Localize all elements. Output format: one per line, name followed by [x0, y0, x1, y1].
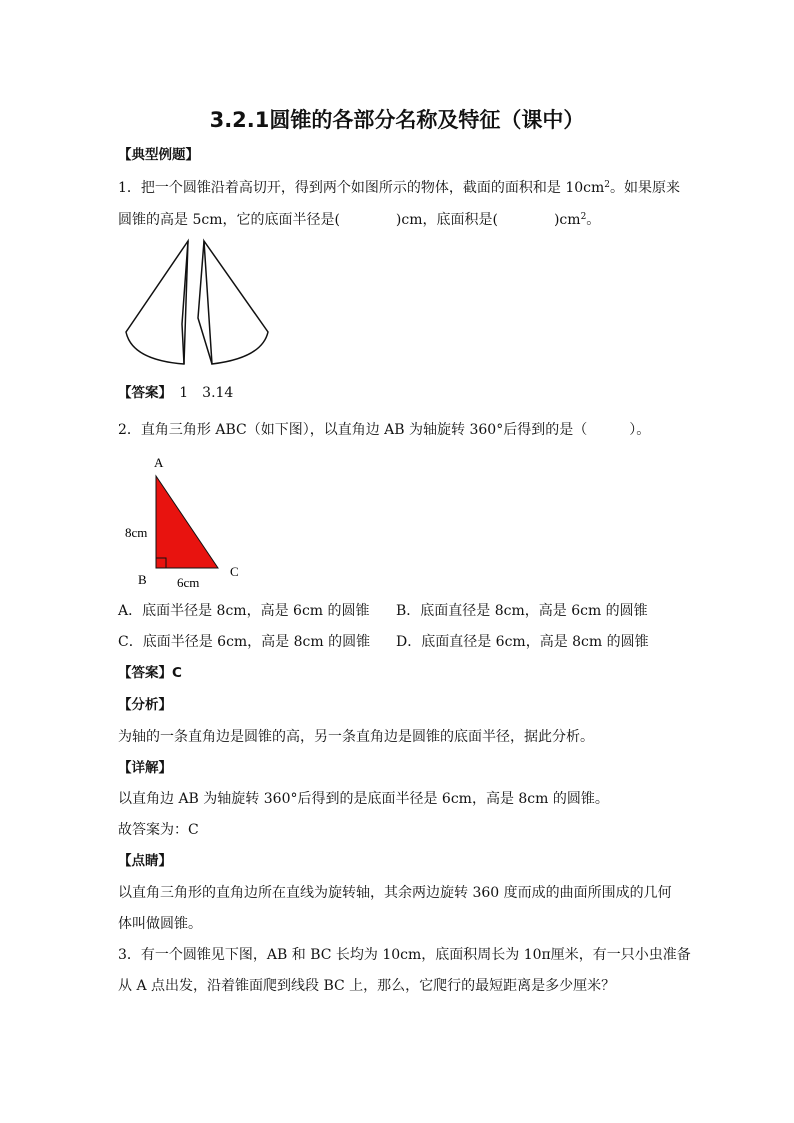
q2-option-c: C．底面半径是 6cm，高是 8cm 的圆锥 — [118, 634, 371, 650]
height-label: 8cm — [125, 525, 148, 540]
q2-option-d: D．底面直径是 6cm，高是 8cm 的圆锥 — [396, 634, 649, 650]
page-title: 3.2.1圆锥的各部分名称及特征（课中） — [209, 108, 585, 132]
q2-tip-label: 【点睛】 — [118, 853, 172, 869]
q3-stem-line2: 从 A 点出发，沿着锥面爬到线段 BC 上，那么，它爬行的最短距离是多少厘米？ — [118, 978, 616, 994]
vertex-label-a: A — [154, 455, 164, 470]
q2-analysis-label: 【分析】 — [118, 697, 172, 713]
q2-option-b: B．底面直径是 8cm，高是 6cm 的圆锥 — [396, 603, 648, 619]
q2-detail: 以直角边 AB 为轴旋转 360°后得到的是底面半径是 6cm，高是 8cm 的圆锥。 — [118, 791, 609, 807]
q2-stem: 2．直角三角形 ABC（如下图），以直角边 AB 为轴旋转 360°后得到的是（ ）。 — [118, 422, 651, 438]
q2-answer: 【答案】C — [118, 665, 182, 681]
base-label: 6cm — [177, 575, 200, 590]
q2-conclusion: 故答案为：C — [118, 822, 199, 838]
q1-answer: 【答案】 1 3.14 — [118, 385, 234, 401]
section-label: 【典型例题】 — [118, 147, 199, 163]
vertex-label-b: B — [138, 572, 147, 587]
q2-analysis: 为轴的一条直角边是圆锥的高，另一条直角边是圆锥的底面半径，据此分析。 — [118, 729, 594, 745]
q3-stem-line1: 3．有一个圆锥见下图，AB 和 BC 长均为 10cm，底面积周长为 10π厘米，有一只小虫准备 — [118, 947, 691, 963]
q2-tip-line1: 以直角三角形的直角边所在直线为旋转轴，其余两边旋转 360 度而成的曲面所围成的几何 — [118, 885, 672, 901]
q1-stem-line2: 圆锥的高是 5cm，它的底面半径是( )cm，底面积是( )$cm^2$。 — [118, 212, 601, 228]
q1-stem-line1: 1．把一个圆锥沿着高切开，得到两个如图所示的物体，截面的面积和是 $10cm^2$。如果原来 — [118, 180, 681, 196]
half-cones-figure — [118, 236, 278, 372]
q2-tip-line2: 体叫做圆锥。 — [118, 916, 202, 932]
q2-detail-label: 【详解】 — [118, 760, 172, 776]
q2-option-a: A．底面半径是 8cm，高是 6cm 的圆锥 — [118, 603, 370, 619]
right-triangle-figure — [118, 450, 258, 595]
vertex-label-c: C — [230, 564, 239, 579]
